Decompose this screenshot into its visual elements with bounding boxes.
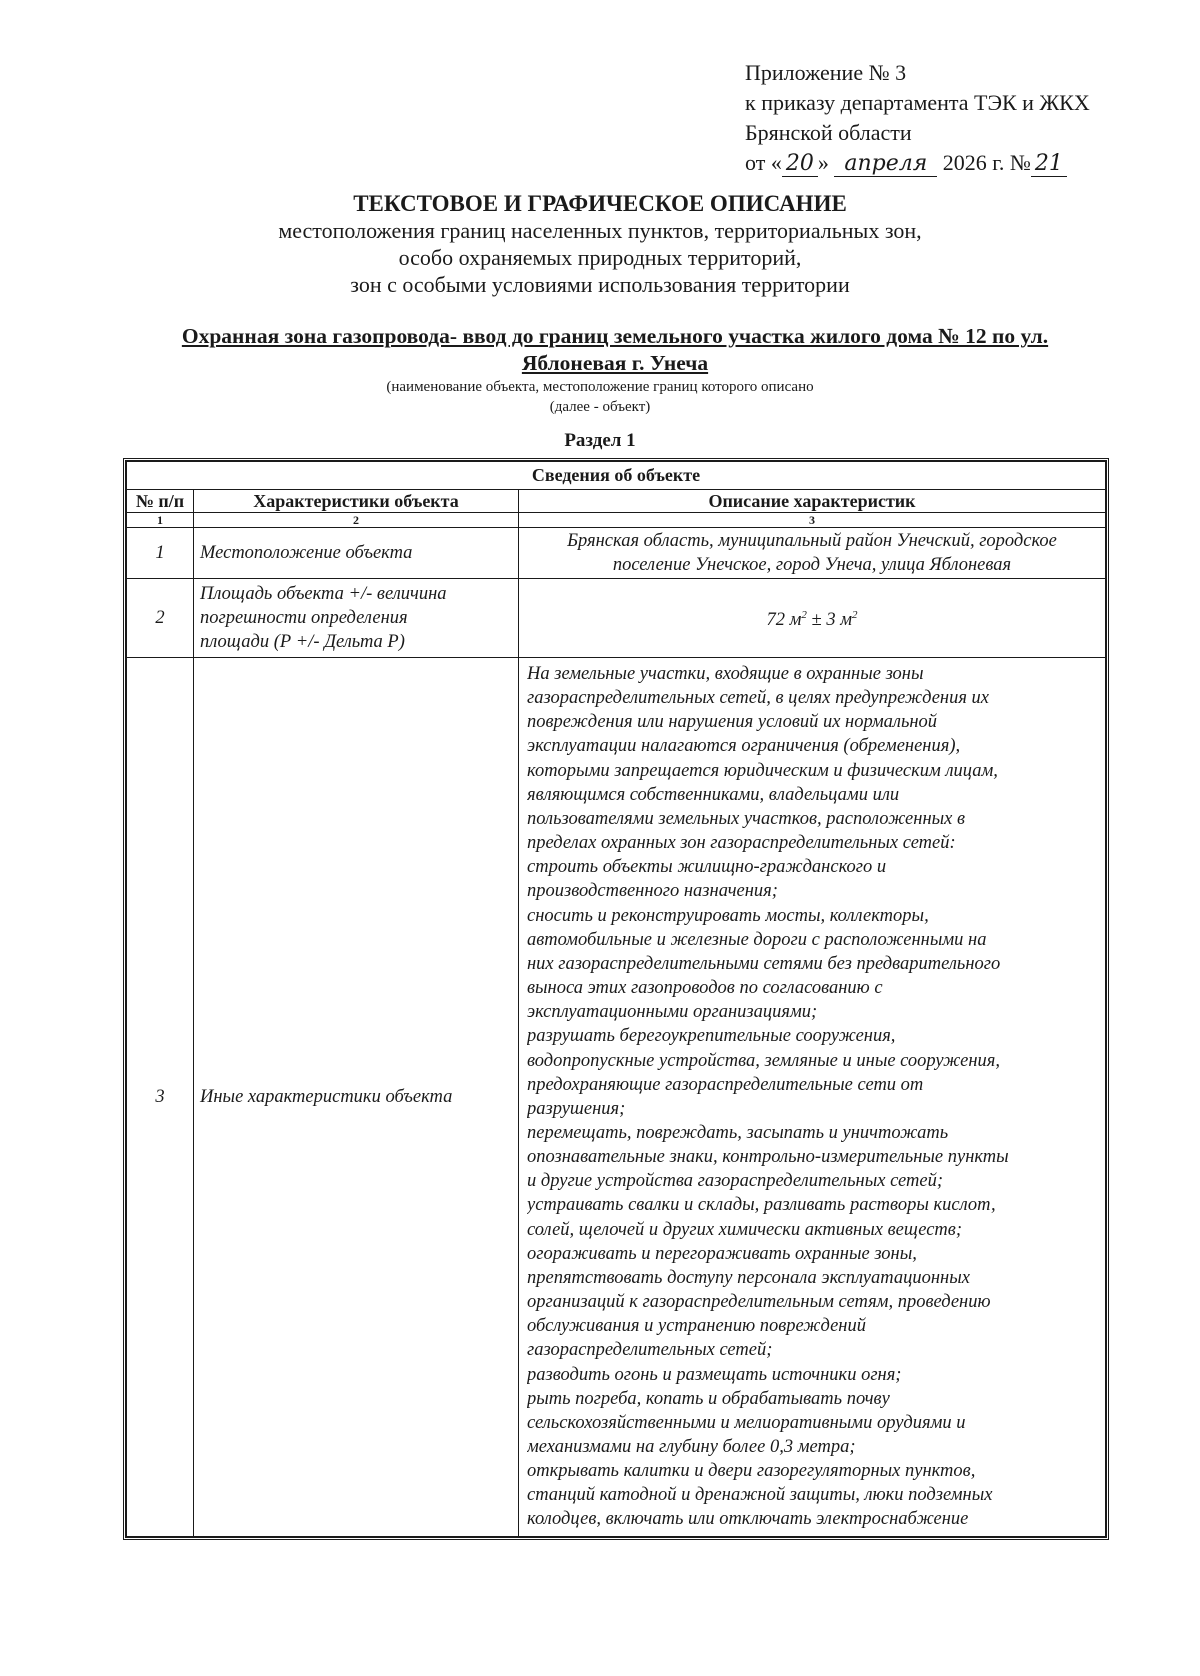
- object-name-line-1: Охранная зона газопровода- ввод до границ земельного участка жилого дома № 12 по ул.: [181, 324, 1049, 348]
- restriction-line: солей, щелочей и других химически активных веществ;: [527, 1219, 962, 1240]
- area-char-line-2: погрешности определения: [200, 608, 408, 628]
- restriction-line: автомобильные и железные дороги с расположенными на: [527, 929, 987, 950]
- table-row: [127, 579, 1106, 658]
- location-line-2: поселение Унечское, город Унеча, улица Яблоневая: [612, 555, 1012, 575]
- restriction-line: разводить огонь и размещать источники огня;: [527, 1364, 902, 1385]
- restriction-line: повреждения или нарушения условий их нормальной: [527, 712, 938, 733]
- restriction-line: организаций к газораспределительным сетям, проведению: [527, 1292, 991, 1313]
- restriction-line: обслуживания и устранению повреждений: [527, 1316, 866, 1337]
- restriction-line: пользователями земельных участков, расположенных в: [527, 808, 966, 829]
- row-description: [519, 528, 1106, 579]
- date-prefix: от «: [745, 150, 782, 175]
- restriction-line: колодцев, включать или отключать электроснабжение: [527, 1509, 969, 1530]
- restriction-line: предохраняющие газораспределительные сети от: [527, 1074, 924, 1095]
- main-title: ТЕКСТОВОЕ И ГРАФИЧЕСКОЕ ОПИСАНИЕ: [353, 191, 847, 216]
- restriction-line: рыть погреба, копать и обрабатывать почву: [527, 1388, 890, 1409]
- restriction-line: устраивать свалки и склады, разливать растворы кислот,: [527, 1195, 996, 1216]
- appendix-date-line: [745, 148, 1090, 178]
- table-row: [127, 658, 1106, 1537]
- title-line-2: местоположения границ населенных пунктов, территориальных зон,: [278, 218, 922, 243]
- restriction-line: эксплуатации налагаются ограничения (обременения),: [527, 736, 961, 757]
- restriction-line: сносить и реконструировать мосты, коллекторы,: [527, 905, 929, 926]
- handwritten-month: апреля: [834, 152, 937, 177]
- header-characteristic: Характеристики объекта: [194, 490, 519, 513]
- restriction-line: разрушать берегоукрепительные сооружения,: [527, 1026, 896, 1047]
- column-number-2: 2: [194, 513, 519, 528]
- restrictions-text: [519, 658, 1106, 1537]
- tolerance-unit-exp: 2: [852, 609, 858, 622]
- restriction-line: разрушения;: [527, 1098, 626, 1119]
- object-info-table: [123, 458, 1109, 1540]
- restriction-line: механизмами на глубину более 0,3 метра;: [527, 1437, 856, 1457]
- column-number-1: 1: [127, 513, 194, 528]
- restriction-line: и другие устройства газораспределительных сетей;: [527, 1171, 943, 1192]
- restriction-line: открывать калитки и двери газорегуляторных пунктов,: [527, 1461, 976, 1482]
- handwritten-number: 21: [1031, 152, 1067, 177]
- area-char-line-1: Площадь объекта +/- величина: [200, 584, 447, 604]
- restriction-line: пределах охранных зон газораспределительных сетей:: [527, 833, 956, 854]
- location-line-1: Брянская область, муниципальный район Унечский, городское: [567, 531, 1057, 551]
- date-mid: »: [817, 150, 829, 175]
- restriction-line: препятствовать доступу персонала эксплуатационных: [527, 1267, 970, 1288]
- title-line-3: особо охраняемых природных территорий,: [398, 245, 802, 270]
- restriction-line: строить объекты жилищно-гражданского и: [527, 857, 887, 878]
- area-tolerance: ± 3 м: [806, 610, 853, 631]
- restriction-line: производственного назначения;: [527, 881, 778, 902]
- date-year: 2026 г. №: [942, 150, 1031, 175]
- row-number: 2: [127, 579, 194, 658]
- area-number: 72 м: [766, 610, 802, 631]
- restriction-line: выноса этих газопроводов по согласованию с: [527, 978, 883, 999]
- table-title: Сведения об объекте: [127, 462, 1106, 490]
- object-name: [140, 323, 1090, 377]
- area-value: [519, 579, 1106, 658]
- appendix-line-3: Брянской области: [745, 120, 912, 145]
- restriction-line: перемещать, повреждать, засыпать и уничтожать: [527, 1122, 949, 1143]
- restriction-line: газораспределительных сетей;: [527, 1340, 773, 1361]
- object-caption: [300, 377, 900, 417]
- row-characteristic: [194, 579, 519, 658]
- appendix-header: [745, 58, 1090, 178]
- section-title: Раздел 1: [564, 430, 636, 451]
- appendix-line-2: к приказу департамента ТЭК и ЖКХ: [745, 90, 1090, 115]
- restriction-line: опознавательные знаки, контрольно-измерительные пункты: [527, 1147, 1009, 1168]
- restriction-line: них газораспределительными сетями без предварительного: [527, 953, 1001, 974]
- row-number: 3: [127, 658, 194, 1537]
- document-title: [150, 190, 1050, 298]
- restriction-line: станций катодной и дренажной защиты, люки подземных: [527, 1485, 993, 1506]
- restriction-line: На земельные участки, входящие в охранные зоны: [527, 664, 924, 684]
- restriction-line: сельскохозяйственными и мелиоративными орудиями и: [527, 1412, 966, 1433]
- area-unit-exp: 2: [801, 609, 807, 622]
- title-line-4: зон с особыми условиями использования территории: [350, 272, 850, 297]
- handwritten-day: 20: [782, 152, 818, 177]
- header-description: Описание характеристик: [519, 490, 1106, 513]
- column-number-3: 3: [519, 513, 1106, 528]
- restriction-line: эксплуатационными организациями;: [527, 1002, 818, 1023]
- area-char-line-3: площади (Р +/- Дельта Р): [200, 632, 405, 652]
- restriction-line: которыми запрещается юридическим и физическим лицам,: [527, 760, 998, 781]
- object-name-line-2: Яблоневая г. Унеча: [521, 351, 709, 375]
- header-num: № п/п: [127, 490, 194, 513]
- appendix-line-1: Приложение № 3: [745, 60, 907, 85]
- restriction-line: являющимся собственниками, владельцами или: [527, 784, 900, 805]
- restriction-line: огораживать и перегораживать охранные зоны,: [527, 1243, 917, 1264]
- row-characteristic: Местоположение объекта: [194, 528, 519, 579]
- restriction-line: газораспределительных сетей, в целях предупреждения их: [527, 688, 990, 709]
- caption-line-1: (наименование объекта, местоположение границ которого описано: [386, 379, 814, 395]
- row-number: 1: [127, 528, 194, 579]
- restriction-line: водопропускные устройства, земляные и иные сооружения,: [527, 1050, 1001, 1071]
- caption-line-2: (далее - объект): [549, 399, 651, 415]
- table-row: [127, 528, 1106, 579]
- row-characteristic: Иные характеристики объекта: [194, 658, 519, 1537]
